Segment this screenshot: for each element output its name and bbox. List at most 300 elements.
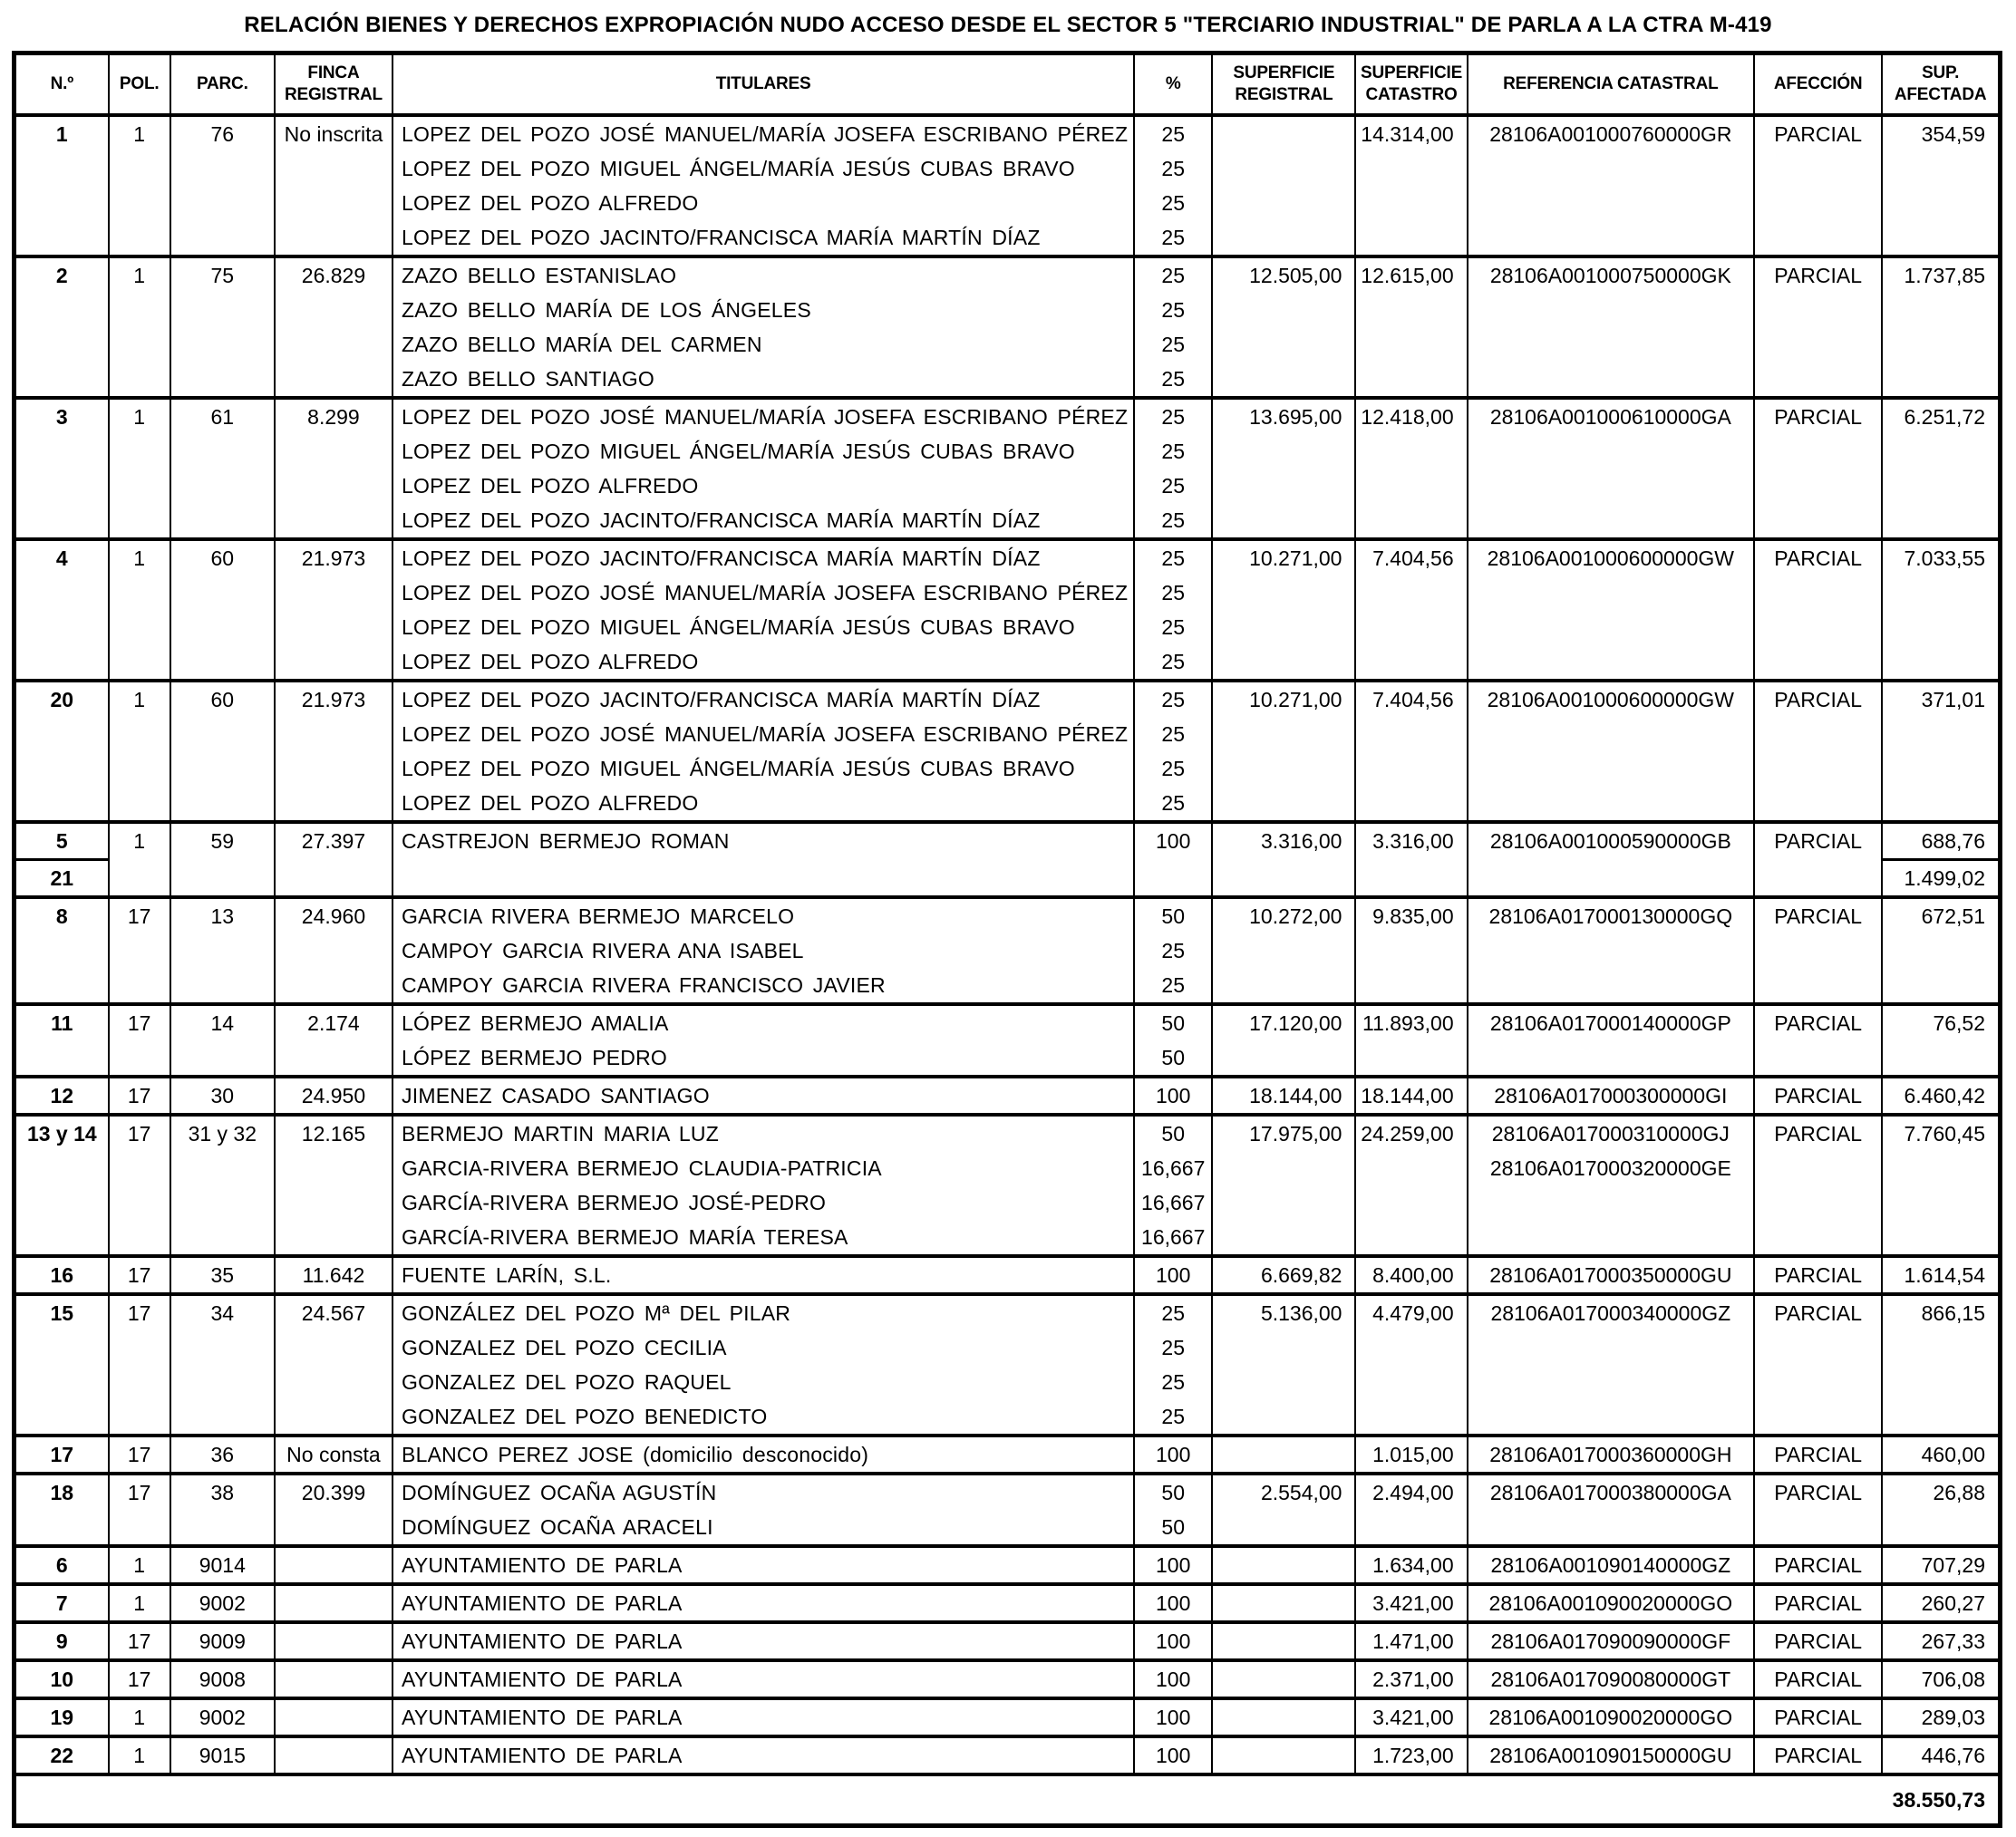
cell-titulares-line: AYUNTAMIENTO DE PARLA (402, 1553, 683, 1577)
cell-titulares-line: GARCÍA-RIVERA BERMEJO MARÍA TERESA (402, 1225, 848, 1249)
cell-titulares (393, 1077, 1134, 1115)
cell-titulares-line: LOPEZ DEL POZO JACINTO/FRANCISCA MARÍA MARTÍN DÍAZ (402, 546, 1041, 570)
cell-sup-afectada: 688,76 (1882, 822, 2000, 860)
cell-referencia-catastral (1468, 1474, 1754, 1546)
cell-superficie-registral: 10.272,00 (1212, 897, 1355, 1004)
cell-superficie-registral (1212, 1546, 1355, 1584)
cell-referencia-catastral-line: 28106A001090020000GO (1488, 1706, 1733, 1729)
cell-sup-afectada: 26,88 (1882, 1474, 2000, 1546)
cell-sup-afectada: 1.737,85 (1882, 256, 2000, 398)
cell-referencia-catastral-line: 28106A001090150000GU (1489, 1744, 1732, 1767)
cell-superficie-catastro: 2.371,00 (1355, 1660, 1467, 1698)
cell-titulares-line: GARCÍA-RIVERA BERMEJO JOSÉ-PEDRO (402, 1191, 827, 1214)
cell-parcela: 60 (170, 681, 275, 822)
cell-superficie-catastro: 7.404,56 (1355, 539, 1467, 681)
cell-porcentaje-line: 25 (1161, 973, 1185, 997)
cell-finca-registral (275, 1736, 393, 1774)
cell-afeccion: PARCIAL (1754, 115, 1882, 256)
cell-parcela: 31 y 32 (170, 1115, 275, 1256)
cell-referencia-catastral-line: 28106A017000350000GU (1489, 1263, 1732, 1287)
cell-superficie-catastro: 12.418,00 (1355, 398, 1467, 539)
col-header-numero: N.º (15, 53, 109, 116)
cell-superficie-registral: 5.136,00 (1212, 1294, 1355, 1436)
total-row (15, 1774, 2001, 1826)
cell-titulares-line: CAMPOY GARCIA RIVERA ANA ISABEL (402, 939, 804, 962)
cell-referencia-catastral (1468, 1294, 1754, 1436)
cell-finca-registral (275, 1546, 393, 1584)
cell-referencia-catastral (1468, 1736, 1754, 1774)
cell-porcentaje (1134, 256, 1212, 398)
table-row (15, 115, 2001, 256)
cell-porcentaje-line: 25 (1161, 581, 1185, 604)
cell-porcentaje (1134, 1736, 1212, 1774)
cell-referencia-catastral (1468, 256, 1754, 398)
col-header-afeccion: AFECCIÓN (1754, 53, 1882, 116)
cell-afeccion: PARCIAL (1754, 1294, 1882, 1436)
cell-porcentaje-line: 25 (1161, 791, 1185, 815)
cell-porcentaje (1134, 539, 1212, 681)
cell-porcentaje (1134, 1660, 1212, 1698)
cell-porcentaje-line: 100 (1156, 1706, 1191, 1729)
cell-superficie-registral: 18.144,00 (1212, 1077, 1355, 1115)
cell-superficie-registral (1212, 115, 1355, 256)
cell-referencia-catastral-line: 28106A001000760000GR (1489, 122, 1732, 146)
cell-referencia-catastral-line: 28106A017000380000GA (1489, 1481, 1731, 1504)
cell-poligono: 17 (109, 897, 170, 1004)
cell-porcentaje (1134, 1115, 1212, 1256)
cell-porcentaje-line: 25 (1161, 939, 1185, 962)
cell-porcentaje (1134, 1474, 1212, 1546)
cell-titulares (393, 1622, 1134, 1660)
cell-afeccion: PARCIAL (1754, 256, 1882, 398)
cell-porcentaje-line: 25 (1161, 615, 1185, 639)
cell-poligono: 1 (109, 256, 170, 398)
cell-referencia-catastral-line: 28106A017000310000GJ (1491, 1122, 1730, 1146)
cell-sup-afectada: 260,27 (1882, 1584, 2000, 1622)
cell-porcentaje-line: 50 (1161, 1046, 1185, 1069)
cell-porcentaje-line: 25 (1161, 298, 1185, 322)
cell-sup-afectada: 354,59 (1882, 115, 2000, 256)
col-header-poligono: POL. (109, 53, 170, 116)
cell-poligono: 1 (109, 115, 170, 256)
cell-porcentaje-line: 25 (1161, 508, 1185, 532)
col-header-referencia-catastral: REFERENCIA CATASTRAL (1468, 53, 1754, 116)
cell-porcentaje (1134, 1698, 1212, 1736)
cell-titulares-line: LOPEZ DEL POZO JOSÉ MANUEL/MARÍA JOSEFA ESCRIBANO PÉREZ (402, 581, 1129, 604)
cell-porcentaje-line: 25 (1161, 722, 1185, 746)
cell-porcentaje-line: 100 (1156, 1553, 1191, 1577)
table-row (15, 1115, 2001, 1256)
cell-numero: 16 (15, 1256, 109, 1294)
cell-titulares-line: ZAZO BELLO MARÍA DEL CARMEN (402, 333, 762, 356)
cell-titulares (393, 1474, 1134, 1546)
cell-titulares (393, 822, 1134, 897)
cell-superficie-registral (1212, 1736, 1355, 1774)
cell-titulares (393, 897, 1134, 1004)
cell-titulares (393, 1584, 1134, 1622)
cell-porcentaje-line: 25 (1161, 264, 1185, 287)
cell-porcentaje (1134, 822, 1212, 897)
cell-titulares-line: LOPEZ DEL POZO JOSÉ MANUEL/MARÍA JOSEFA ESCRIBANO PÉREZ (402, 405, 1129, 429)
cell-sup-afectada: 707,29 (1882, 1546, 2000, 1584)
cell-parcela: 38 (170, 1474, 275, 1546)
cell-porcentaje-line: 25 (1161, 405, 1185, 429)
table-row (15, 1436, 2001, 1474)
cell-finca-registral (275, 1698, 393, 1736)
col-header-finca-registral: FINCA REGISTRAL (275, 53, 393, 116)
col-header-titulares: TITULARES (393, 53, 1134, 116)
cell-titulares-line: GONZÁLEZ DEL POZO Mª DEL PILAR (402, 1301, 791, 1325)
cell-titulares (393, 1115, 1134, 1256)
cell-referencia-catastral (1468, 398, 1754, 539)
cell-referencia-catastral (1468, 822, 1754, 897)
table-row (15, 1256, 2001, 1294)
cell-afeccion: PARCIAL (1754, 1584, 1882, 1622)
cell-porcentaje-line: 100 (1156, 1263, 1191, 1287)
cell-referencia-catastral-line: 28106A017090080000GT (1490, 1668, 1731, 1691)
cell-finca-registral: No consta (275, 1436, 393, 1474)
cell-superficie-registral: 2.554,00 (1212, 1474, 1355, 1546)
cell-finca-registral: 27.397 (275, 822, 393, 897)
cell-titulares (393, 1660, 1134, 1698)
cell-porcentaje-line: 16,667 (1141, 1225, 1206, 1249)
cell-numero: 10 (15, 1660, 109, 1698)
cell-titulares-line: LOPEZ DEL POZO JACINTO/FRANCISCA MARÍA MARTÍN DÍAZ (402, 688, 1041, 711)
cell-superficie-catastro: 1.015,00 (1355, 1436, 1467, 1474)
cell-numero: 15 (15, 1294, 109, 1436)
cell-porcentaje-line: 100 (1156, 1629, 1191, 1653)
cell-porcentaje (1134, 398, 1212, 539)
cell-porcentaje-line: 50 (1161, 1481, 1185, 1504)
cell-finca-registral (275, 1660, 393, 1698)
cell-poligono: 17 (109, 1474, 170, 1546)
cell-porcentaje-line: 25 (1161, 474, 1185, 498)
cell-finca-registral (275, 1584, 393, 1622)
cell-poligono: 1 (109, 822, 170, 897)
cell-sup-afectada: 446,76 (1882, 1736, 2000, 1774)
cell-referencia-catastral-line: 28106A017000130000GQ (1488, 904, 1733, 928)
cell-poligono: 1 (109, 1698, 170, 1736)
cell-porcentaje-line: 25 (1161, 157, 1185, 180)
cell-porcentaje-line: 25 (1161, 191, 1185, 215)
cell-porcentaje (1134, 1077, 1212, 1115)
cell-porcentaje-line: 50 (1161, 1011, 1185, 1035)
cell-sup-afectada: 6.460,42 (1882, 1077, 2000, 1115)
cell-afeccion: PARCIAL (1754, 1077, 1882, 1115)
col-header-parcela: PARC. (170, 53, 275, 116)
cell-titulares (393, 115, 1134, 256)
cell-porcentaje (1134, 1584, 1212, 1622)
cell-titulares-line: LOPEZ DEL POZO ALFREDO (402, 791, 699, 815)
cell-titulares-line: LOPEZ DEL POZO MIGUEL ÁNGEL/MARÍA JESÚS CUBAS BRAVO (402, 440, 1075, 463)
cell-poligono: 1 (109, 539, 170, 681)
cell-titulares-line: AYUNTAMIENTO DE PARLA (402, 1591, 683, 1615)
cell-sup-afectada: 76,52 (1882, 1004, 2000, 1077)
cell-superficie-catastro: 14.314,00 (1355, 115, 1467, 256)
cell-superficie-catastro: 1.634,00 (1355, 1546, 1467, 1584)
cell-numero: 6 (15, 1546, 109, 1584)
cell-sup-afectada: 371,01 (1882, 681, 2000, 822)
cell-porcentaje-line: 25 (1161, 650, 1185, 673)
cell-porcentaje-line: 25 (1161, 688, 1185, 711)
cell-superficie-catastro: 3.421,00 (1355, 1584, 1467, 1622)
cell-titulares (393, 1256, 1134, 1294)
cell-referencia-catastral (1468, 1584, 1754, 1622)
cell-referencia-catastral-line: 28106A001000750000GK (1489, 264, 1731, 287)
cell-superficie-catastro: 11.893,00 (1355, 1004, 1467, 1077)
table-row (15, 1660, 2001, 1698)
cell-sup-afectada: 460,00 (1882, 1436, 2000, 1474)
cell-parcela: 14 (170, 1004, 275, 1077)
cell-titulares (393, 1546, 1134, 1584)
cell-referencia-catastral (1468, 1115, 1754, 1256)
cell-porcentaje (1134, 115, 1212, 256)
cell-numero: 5 (15, 822, 109, 860)
cell-sup-afectada: 267,33 (1882, 1622, 2000, 1660)
table-row (15, 822, 2001, 860)
cell-referencia-catastral-line: 28106A017090090000GF (1490, 1629, 1731, 1653)
cell-porcentaje-line: 100 (1156, 1591, 1191, 1615)
cell-sup-afectada: 706,08 (1882, 1660, 2000, 1698)
cell-titulares-line: ZAZO BELLO MARÍA DE LOS ÁNGELES (402, 298, 811, 322)
cell-porcentaje-line: 25 (1161, 226, 1185, 249)
cell-superficie-registral: 17.975,00 (1212, 1115, 1355, 1256)
cell-porcentaje-line: 50 (1161, 1122, 1185, 1146)
cell-porcentaje-line: 25 (1161, 1405, 1185, 1428)
cell-sup-afectada: 7.760,45 (1882, 1115, 2000, 1256)
cell-sup-afectada: 1.499,02 (1882, 860, 2000, 898)
cell-numero: 1 (15, 115, 109, 256)
cell-titulares-line: LOPEZ DEL POZO MIGUEL ÁNGEL/MARÍA JESÚS CUBAS BRAVO (402, 615, 1075, 639)
cell-titulares-line: GONZALEZ DEL POZO CECILIA (402, 1336, 727, 1359)
cell-referencia-catastral-line: 28106A001000600000GW (1487, 688, 1735, 711)
cell-numero: 3 (15, 398, 109, 539)
cell-referencia-catastral (1468, 1622, 1754, 1660)
cell-referencia-catastral-line: 28106A001000590000GB (1489, 829, 1731, 853)
cell-referencia-catastral (1468, 1436, 1754, 1474)
cell-numero: 2 (15, 256, 109, 398)
cell-referencia-catastral-line: 28106A017000140000GP (1489, 1011, 1731, 1035)
cell-titulares-line: DOMÍNGUEZ OCAÑA ARACELI (402, 1515, 713, 1539)
cell-afeccion: PARCIAL (1754, 1660, 1882, 1698)
cell-afeccion: PARCIAL (1754, 1736, 1882, 1774)
cell-titulares (393, 1698, 1134, 1736)
table-row (15, 1622, 2001, 1660)
cell-finca-registral: 24.960 (275, 897, 393, 1004)
cell-afeccion: PARCIAL (1754, 539, 1882, 681)
cell-superficie-catastro: 2.494,00 (1355, 1474, 1467, 1546)
cell-porcentaje-line: 50 (1161, 904, 1185, 928)
cell-referencia-catastral (1468, 1698, 1754, 1736)
cell-poligono: 1 (109, 681, 170, 822)
cell-numero: 11 (15, 1004, 109, 1077)
cell-parcela: 34 (170, 1294, 275, 1436)
cell-poligono: 17 (109, 1256, 170, 1294)
cell-referencia-catastral-line: 28106A017000320000GE (1489, 1156, 1731, 1180)
cell-porcentaje (1134, 1294, 1212, 1436)
cell-titulares-line: LOPEZ DEL POZO JACINTO/FRANCISCA MARÍA MARTÍN DÍAZ (402, 508, 1041, 532)
cell-parcela: 61 (170, 398, 275, 539)
cell-superficie-catastro: 3.421,00 (1355, 1698, 1467, 1736)
cell-poligono: 1 (109, 1584, 170, 1622)
cell-poligono: 17 (109, 1077, 170, 1115)
cell-superficie-catastro: 12.615,00 (1355, 256, 1467, 398)
cell-superficie-registral: 10.271,00 (1212, 539, 1355, 681)
cell-porcentaje-line: 100 (1156, 1744, 1191, 1767)
cell-referencia-catastral (1468, 1660, 1754, 1698)
cell-poligono: 1 (109, 1736, 170, 1774)
table-row (15, 1004, 2001, 1077)
cell-afeccion: PARCIAL (1754, 1622, 1882, 1660)
cell-finca-registral: 24.567 (275, 1294, 393, 1436)
cell-superficie-registral (1212, 1622, 1355, 1660)
cell-afeccion: PARCIAL (1754, 1474, 1882, 1546)
cell-superficie-registral: 12.505,00 (1212, 256, 1355, 398)
cell-titulares-line: LOPEZ DEL POZO ALFREDO (402, 191, 699, 215)
cell-porcentaje-line: 100 (1156, 829, 1191, 853)
cell-titulares-line: GONZALEZ DEL POZO RAQUEL (402, 1370, 732, 1394)
cell-porcentaje-line: 16,667 (1141, 1156, 1206, 1180)
cell-parcela: 9002 (170, 1584, 275, 1622)
cell-referencia-catastral-line: 28106A017000360000GH (1489, 1443, 1732, 1466)
cell-titulares-line: CAMPOY GARCIA RIVERA FRANCISCO JAVIER (402, 973, 886, 997)
cell-titulares (393, 1736, 1134, 1774)
cell-finca-registral: 21.973 (275, 681, 393, 822)
cell-poligono: 1 (109, 1546, 170, 1584)
table-row (15, 897, 2001, 1004)
cell-parcela: 9014 (170, 1546, 275, 1584)
cell-superficie-registral (1212, 1660, 1355, 1698)
cell-titulares-line: LOPEZ DEL POZO MIGUEL ÁNGEL/MARÍA JESÚS CUBAS BRAVO (402, 157, 1075, 180)
cell-parcela: 9009 (170, 1622, 275, 1660)
cell-porcentaje (1134, 1256, 1212, 1294)
cell-porcentaje-line: 25 (1161, 1336, 1185, 1359)
cell-superficie-registral (1212, 1698, 1355, 1736)
cell-afeccion: PARCIAL (1754, 398, 1882, 539)
cell-finca-registral: 2.174 (275, 1004, 393, 1077)
cell-titulares-line: LOPEZ DEL POZO ALFREDO (402, 650, 699, 673)
cell-numero: 19 (15, 1698, 109, 1736)
cell-porcentaje-line: 25 (1161, 1370, 1185, 1394)
cell-superficie-catastro: 4.479,00 (1355, 1294, 1467, 1436)
cell-superficie-registral: 6.669,82 (1212, 1256, 1355, 1294)
cell-titulares-line: GARCIA-RIVERA BERMEJO CLAUDIA-PATRICIA (402, 1156, 882, 1180)
cell-referencia-catastral (1468, 1004, 1754, 1077)
cell-titulares (393, 1004, 1134, 1077)
cell-superficie-registral: 13.695,00 (1212, 398, 1355, 539)
cell-poligono: 17 (109, 1115, 170, 1256)
cell-porcentaje-line: 100 (1156, 1084, 1191, 1107)
table-row (15, 1698, 2001, 1736)
cell-referencia-catastral (1468, 1546, 1754, 1584)
cell-superficie-catastro: 8.400,00 (1355, 1256, 1467, 1294)
cell-porcentaje-line: 25 (1161, 1301, 1185, 1325)
cell-poligono: 17 (109, 1436, 170, 1474)
cell-poligono: 17 (109, 1294, 170, 1436)
cell-porcentaje-line: 100 (1156, 1668, 1191, 1691)
cell-superficie-catastro: 18.144,00 (1355, 1077, 1467, 1115)
cell-numero: 9 (15, 1622, 109, 1660)
cell-finca-registral: 20.399 (275, 1474, 393, 1546)
cell-poligono: 1 (109, 398, 170, 539)
cell-afeccion: PARCIAL (1754, 1546, 1882, 1584)
cell-afeccion: PARCIAL (1754, 897, 1882, 1004)
table-header-row (15, 53, 2001, 116)
cell-referencia-catastral-line: 28106A001000610000GA (1489, 405, 1731, 429)
cell-afeccion: PARCIAL (1754, 1436, 1882, 1474)
col-header-superficie-catastro: SUPERFICIE CATASTRO (1355, 53, 1467, 116)
cell-titulares (393, 1294, 1134, 1436)
col-header-sup-afectada: SUP. AFECTADA (1882, 53, 2000, 116)
document-title: RELACIÓN BIENES Y DERECHOS EXPROPIACIÓN NUDO ACCESO DESDE EL SECTOR 5 "TERCIARIO INDUSTRIAL" DE PARLA A LA CTRA M-419 (244, 13, 1772, 37)
cell-titulares-line: ZAZO BELLO ESTANISLAO (402, 264, 677, 287)
cell-finca-registral: 11.642 (275, 1256, 393, 1294)
cell-porcentaje-line: 50 (1161, 1515, 1185, 1539)
cell-numero: 7 (15, 1584, 109, 1622)
cell-superficie-registral (1212, 1436, 1355, 1474)
cell-numero: 22 (15, 1736, 109, 1774)
cell-referencia-catastral-line: 28106A017000340000GZ (1490, 1301, 1731, 1325)
cell-parcela: 9008 (170, 1660, 275, 1698)
cell-finca-registral: No inscrita (275, 115, 393, 256)
cell-porcentaje-line: 25 (1161, 546, 1185, 570)
table-row (15, 1077, 2001, 1115)
cell-sup-afectada: 6.251,72 (1882, 398, 2000, 539)
cell-referencia-catastral (1468, 897, 1754, 1004)
cell-titulares (393, 681, 1134, 822)
cell-referencia-catastral-line: 28106A001090020000GO (1488, 1591, 1733, 1615)
cell-titulares-line: BERMEJO MARTIN MARIA LUZ (402, 1122, 719, 1146)
cell-parcela: 9002 (170, 1698, 275, 1736)
expropiation-table (12, 51, 2002, 1828)
cell-titulares-line: AYUNTAMIENTO DE PARLA (402, 1744, 683, 1767)
cell-superficie-catastro: 7.404,56 (1355, 681, 1467, 822)
cell-titulares-line: FUENTE LARÍN, S.L. (402, 1263, 612, 1287)
cell-porcentaje-line: 100 (1156, 1443, 1191, 1466)
cell-titulares-line: ZAZO BELLO SANTIAGO (402, 367, 654, 391)
cell-titulares-line: LOPEZ DEL POZO JOSÉ MANUEL/MARÍA JOSEFA ESCRIBANO PÉREZ (402, 722, 1129, 746)
table-row (15, 1546, 2001, 1584)
cell-titulares-line: LÓPEZ BERMEJO PEDRO (402, 1046, 668, 1069)
table-row (15, 681, 2001, 822)
cell-poligono: 17 (109, 1660, 170, 1698)
cell-numero: 8 (15, 897, 109, 1004)
cell-titulares-line: AYUNTAMIENTO DE PARLA (402, 1706, 683, 1729)
cell-titulares-line: GONZALEZ DEL POZO BENEDICTO (402, 1405, 768, 1428)
col-header-porcentaje: % (1134, 53, 1212, 116)
cell-titulares-line: LOPEZ DEL POZO MIGUEL ÁNGEL/MARÍA JESÚS CUBAS BRAVO (402, 757, 1075, 780)
cell-poligono: 17 (109, 1004, 170, 1077)
table-row (15, 1584, 2001, 1622)
cell-titulares (393, 1436, 1134, 1474)
table-row (15, 1294, 2001, 1436)
cell-referencia-catastral (1468, 1256, 1754, 1294)
cell-superficie-catastro: 9.835,00 (1355, 897, 1467, 1004)
cell-parcela: 36 (170, 1436, 275, 1474)
cell-afeccion: PARCIAL (1754, 1256, 1882, 1294)
cell-porcentaje-line: 25 (1161, 122, 1185, 146)
cell-parcela: 30 (170, 1077, 275, 1115)
cell-parcela: 13 (170, 897, 275, 1004)
cell-finca-registral: 24.950 (275, 1077, 393, 1115)
cell-numero: 18 (15, 1474, 109, 1546)
cell-referencia-catastral (1468, 115, 1754, 256)
table-row (15, 539, 2001, 681)
cell-titulares-line: CASTREJON BERMEJO ROMAN (402, 829, 730, 853)
cell-sup-afectada: 672,51 (1882, 897, 2000, 1004)
cell-referencia-catastral (1468, 681, 1754, 822)
cell-titulares-line: DOMÍNGUEZ OCAÑA AGUSTÍN (402, 1481, 717, 1504)
